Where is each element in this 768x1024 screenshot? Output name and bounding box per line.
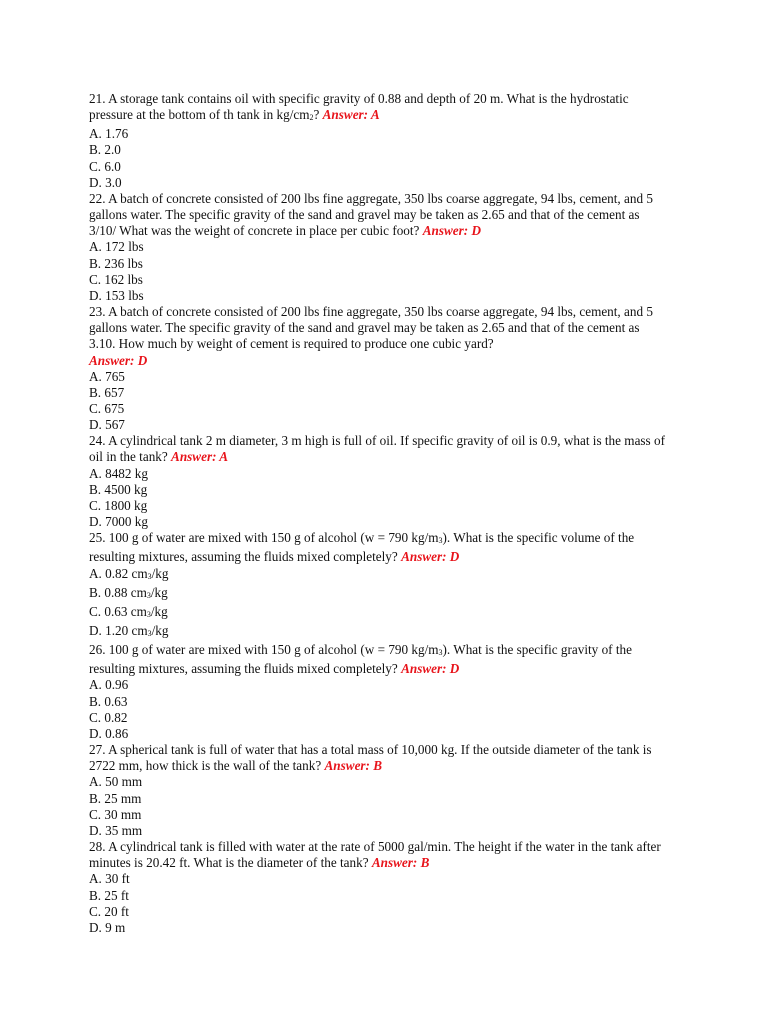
option-b: B. 0.88 $cm_3/kg$ [89, 584, 168, 600]
question-text: 27. A spherical tank is full of water that has a total mass of 10,000 kg. If the outside diameter of the tank is 2722 mm, how thick is the wall of the tank? [89, 742, 652, 774]
question-text: 21. A storage tank contains oil with specific gravity of 0.88 and depth of 20 m. What is the hydrostatic pressure at the bottom of th tank in $kg/cm_2$? [89, 91, 629, 123]
option-d: D. 35 mm [89, 822, 143, 838]
option-b: B. 2.0 [89, 142, 121, 158]
option-a: A. 0.96 [89, 677, 129, 693]
question-22 [89, 191, 669, 304]
option-d: D. 3.0 [89, 174, 122, 190]
question-text: 22. A batch of concrete consisted of 200 lbs fine aggregate, 350 lbs coarse aggregate, 94 lbs, cement, and 5 gallons water. The specific gravity of the sand and gravel may be taken as 2.65 and that of the cement as 3/10/ What was the weight of concrete in place per cubic foot? [89, 190, 653, 239]
option-c: C. 0.82 [89, 709, 128, 725]
option-d: D. 1.20 $cm_3/kg$ [89, 623, 169, 638]
question-text: 25. 100 g of water are mixed with 150 g of alcohol (w = 790 $kg/m_3$). What is the specific volume of the resulting mixtures, assuming the fluids mixed completely? [89, 530, 635, 565]
question-text: 23. A batch of concrete consisted of 200 lbs fine aggregate, 350 lbs coarse aggregate, 94 lbs, cement, and 5 gallons water. The specific gravity of the sand and gravel may be taken as 2.65 and that of the cement as 3.10. How much by weight of cement is required to produce one cubic yard? [89, 304, 653, 352]
answer-label: Answer: B [371, 855, 430, 871]
option-c: C. 6.0 [89, 158, 121, 174]
question-24 [89, 433, 669, 530]
option-a: A. 1.76 [89, 126, 129, 142]
question-28 [89, 839, 669, 936]
question-21 [89, 91, 669, 191]
question-text: 26. 100 g of water are mixed with 150 g of alcohol (w = 790 $kg/m_3$). What is the specific gravity of the resulting mixtures, assuming the fluids mixed completely? [89, 642, 632, 677]
option-c: C. 162 lbs [89, 271, 143, 287]
option-c: C. 30 mm [89, 806, 142, 822]
option-a: A. 50 mm [89, 774, 143, 790]
answer-label: Answer: B [324, 758, 383, 774]
option-c: C. 675 [89, 400, 125, 416]
option-b: B. 4500 kg [89, 481, 148, 497]
answer-label: Answer: D [422, 223, 481, 239]
question-text: 28. A cylindrical tank is filled with water at the rate of 5000 gal/min. The height if the water in the tank after minutes is 20.42 ft. What is the diameter of the tank? [89, 839, 661, 871]
question-23 [89, 304, 669, 433]
option-d: D. 567 [89, 417, 125, 433]
option-c: C. 1800 kg [89, 497, 148, 513]
answer-label: Answer: D [89, 352, 148, 368]
option-b: B. 25 mm [89, 790, 142, 806]
document-page [89, 91, 669, 936]
option-a: A. 765 [89, 368, 125, 384]
option-a: A. 172 lbs [89, 239, 144, 255]
option-a: A. 8482 kg [89, 465, 148, 481]
question-text: 24. A cylindrical tank 2 m diameter, 3 m high is full of oil. If specific gravity of oil is 0.9, what is the mass of oil in the tank? [89, 433, 665, 465]
question-25 [89, 530, 669, 642]
option-b: B. 25 ft [89, 887, 129, 903]
option-b: B. 236 lbs [89, 255, 143, 271]
option-d: D. 153 lbs [89, 287, 144, 303]
answer-label: Answer: A [322, 107, 380, 123]
answer-label: Answer: A [171, 449, 229, 465]
option-c: C. 0.63 $cm_3/kg$ [89, 603, 168, 619]
option-a: A. 0.82 $cm_3/kg$ [89, 565, 169, 581]
option-b: B. 657 [89, 384, 125, 400]
answer-label: Answer: D [401, 549, 460, 565]
answer-label: Answer: D [401, 661, 460, 677]
option-a: A. 30 ft [89, 871, 130, 887]
question-26 [89, 642, 669, 742]
option-d: D. 9 m [89, 919, 126, 935]
option-c: C. 20 ft [89, 903, 129, 919]
option-d: D. 7000 kg [89, 514, 148, 530]
option-b: B. 0.63 [89, 693, 128, 709]
option-d: D. 0.86 [89, 725, 129, 741]
question-27 [89, 742, 669, 839]
